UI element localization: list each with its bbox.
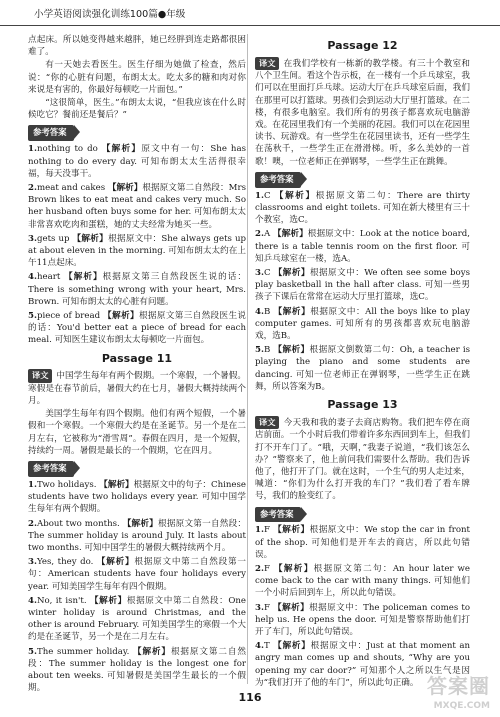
answer-item: 1.Two holidays. 【解析】根据原文中的句子：Chinese students have two holidays every year. 可知中国学生每年有两个假期。: [28, 479, 247, 515]
p11-translation: 美国学生每年有四个假期。他们有两个短假，一个暑假和一个寒假。一个寒假大约是在圣诞节。另一个是在二月左右，它被称为“滑雪周”。春假在四月，是一个短假，持续约一周。暑假是最长的一个假期，它在四月。: [28, 409, 246, 456]
answers-p12: [255, 190, 470, 393]
translation-badge: 译文: [255, 416, 279, 430]
answer-item: 3.C 【解析】根据原文中：We often see some boys play basketball in the hall after class. 可知一些男孩子下课后在常常在运动大厅里打篮球，选C。: [255, 268, 470, 303]
answer-item: 2.meat and cakes 【解析】根据原文第二自然段：Mrs Brown likes to eat meat and cakes very much. So her husband often buys some for her. 可知布朗太太非常喜欢吃肉和蛋糕，她的丈夫经常为她买一些。: [28, 182, 246, 230]
answers-badge: 参考答案: [28, 125, 74, 141]
right-column: [255, 34, 470, 691]
answers-badge: 参考答案: [255, 507, 301, 523]
answer-item: 4.No, it isn't. 【解析】根据原文中第二自然段：One winter holiday is around Christmas, and the other is around February. 可知美国学生的寒假一个大约是在圣诞节，另一个是在二月左右。: [28, 595, 246, 643]
answer-item: 1.C 【解析】根据原文第二句：There are thirty classrooms and eight toilets. 可知在新大楼里有三十个教室，选C。: [255, 190, 470, 226]
answers-p11: [28, 479, 246, 694]
p12-translation: 译文 在我们学校有一栋新的教学楼。有三十个教室和八个卫生间。看这个告示板，在一楼有一个乒乓球室，我们可以在里面打乒乓球。运动大厅在乒乓球室后面，我们在那里可以打篮球。男孩们会到运动大厅里打篮球。在二楼，有很多电脑室。我们所有的男孩子都喜欢玩电脑游戏。在花园里我们有一个美丽的花园。我们可以在花园里读书、玩游戏。有一些学生在花园里读书，还有一些学生在荡秋千，一些学生正在滑滑梯。听，多么美妙的一首歌！噢，一位老师正在弹钢琴，一些学生正在跳舞。: [255, 57, 470, 167]
answer-item: 4.T 【解析】根据原文中：Just at that moment an angry man comes up and shouts, “Why are you opening my car door?” 可知那个人之所以生气是因为“我们打开了他的车门”，所以此句正确。: [255, 641, 470, 688]
passage-11-title: Passage 11: [101, 351, 173, 365]
answer-item: 3.gets up 【解析】根据原文中：She always gets up at about eleven in the morning. 可知布朗太太约在上午11点起床。: [28, 233, 247, 269]
page-number: 116: [238, 691, 262, 704]
book-title: 小学英语阅读强化训练100篇●年级: [34, 9, 186, 20]
answers-p10: [28, 143, 246, 346]
answer-item: 5.The summer holiday. 【解析】根据原文第二自然段：The summer holiday is the longest one for about ten weeks. 可知暑假是美国学生最长的一个假期。: [28, 646, 246, 694]
answer-item: 3.F 【解析】根据原文中：The policeman comes to help us. He opens the door. 可知是警察帮助他们打开了车门，所以此句错误。: [255, 602, 470, 638]
answers-badge: 参考答案: [255, 172, 301, 188]
answer-item: 2.F 【解析】根据原文第二句：An hour later we come back to the car with many things. 可知他们一个小时后回到车上，所以此句错误。: [255, 564, 470, 599]
answer-item: 3.Yes, they do. 【解析】根据原文中第二自然段第一句：American students have four holidays every year. 可知美国学生每年有四个假期。: [28, 557, 246, 592]
answer-item: 4.B 【解析】根据原文中：All the boys like to play computer games. 可知所有的男孩都喜欢玩电脑游戏，选B。: [255, 306, 470, 342]
answers-p13: [255, 524, 470, 689]
answer-item: 2.About two months. 【解析】根据原文第一自然段：The summer holiday is around July. It lasts about two months. 可知中国学生的暑假大概持续两个月。: [28, 518, 246, 553]
p11-translation: 译文 中国学生每年有两个假期。一个寒假，一个暑假。寒假是在春节前后，暑假大约在七月，暑假大概持续两个月。: [28, 370, 246, 407]
passage-12-title: Passage 12: [327, 39, 398, 52]
intro-paragraph: 点起床。所以她变得越来越胖，她已经胖到连走路都很困难了。: [28, 35, 246, 58]
p13-translation: 译文 今天我和我的妻子去商店购物。我们把车停在商店前面。一个小时后我们带着许多东西回到车上，但我们打不开车门了。“哦，天啊，”我妻子说道，“我们该怎么办？”警察来了，他上前问我们需要什么帮助。我们告诉他了，他打开了门。就在这时，一个生气的男人走过来，喊道：“你们为什么打开我的车门？”我们看了看车牌号，我们的脸变红了。: [255, 416, 470, 502]
intro-paragraph: “这很简单，医生。”布朗太太说，“但我应该在什么时候吃它？餐前还是餐后？”: [28, 98, 246, 121]
answer-item: 5.piece of bread 【解析】根据原文第三自然段医生说的话：You'd better eat a piece of bread for each meal. 可知医生建议布朗太太每顿吃一片面包。: [28, 310, 246, 346]
watermark-logo: [427, 672, 490, 713]
answers-badge: 参考答案: [28, 461, 74, 477]
answer-item: 1.F 【解析】根据原文中：We stop the car in front of the shop. 可知他们是开车去的商店，所以此句错误。: [255, 525, 470, 560]
answer-item: 2.A 【解析】根据原文中：Look at the notice board, there is a table tennis room on the first floor. 可知乒乓球室在一楼，选A。: [255, 229, 470, 264]
translation-badge: 译文: [28, 369, 52, 383]
watermark-text: 答案圈: [427, 673, 490, 698]
passage-13-title: Passage 13: [327, 398, 398, 412]
translation-badge: 译文: [255, 57, 279, 71]
watermark-url: MXQE.COM: [433, 701, 490, 712]
intro-paragraph: 有一天她去看医生。医生仔细为她做了检查，然后说：“你的心脏有问题，布朗太太。吃太多的糖和肉对你来说是有害的，你最好每顿吃一片面包。”: [28, 60, 246, 95]
left-column: [28, 34, 246, 696]
page-header: [0, 0, 500, 26]
answer-item: 4.heart 【解析】根据原文第三自然段医生说的话：There is something wrong with your heart, Mrs. Brown. 可知布朗太太的心脏有问题。: [28, 272, 246, 307]
column-divider: [247, 34, 248, 684]
answer-item: 5.B 【解析】根据原文倒数第二句：Oh, a teacher is playing the piano and some students are dancing. 可知一位老师正在弹钢琴，一些学生正在跳舞，所以答案为B。: [255, 345, 470, 392]
answer-item: 1.nothing to do 【解析】原文中有一句：She has nothing to do every day. 可知布朗太太生活得很幸福，每天没事干。: [28, 144, 247, 179]
